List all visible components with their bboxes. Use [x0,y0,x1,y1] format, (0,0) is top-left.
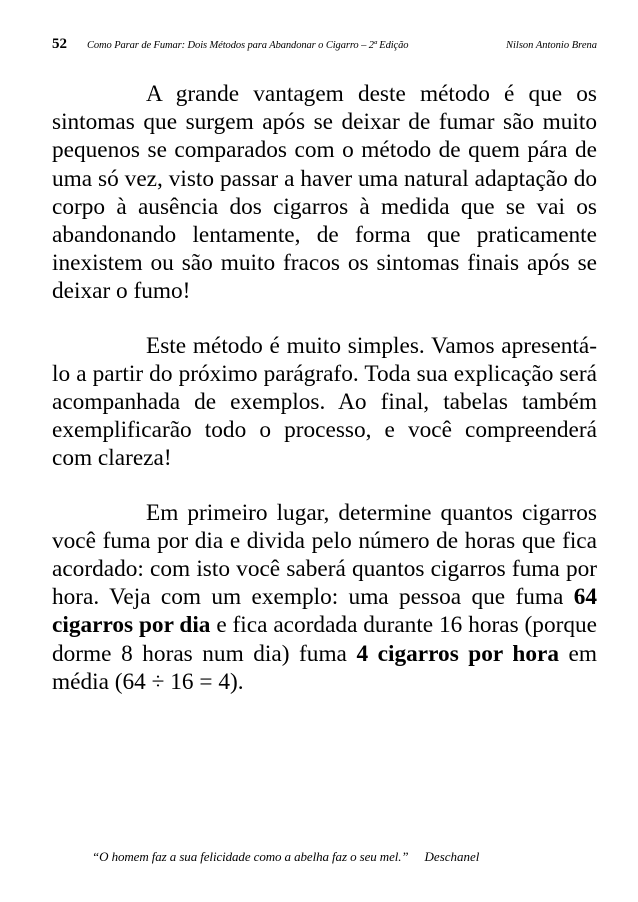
paragraph-3 [52,499,597,696]
footer-quote-author: Deschanel [424,849,480,864]
paragraph-3-text-3: em média (64 ÷ 16 = 4). [52,640,597,695]
paragraph-3-text-1: Em primeiro lugar, determine quantos cigarros você fuma por dia e divida pelo número de horas que fica acordado: com isto você saberá quantos cigarros fuma por hora. Veja com um exemplo: uma pessoa que fuma [52,499,597,611]
book-title: Como Parar de Fumar: Dois Métodos para Abandonar o Cigarro – 2ª Edição [87,40,409,51]
paragraph-3-bold-2: 4 cigarros por hora [356,640,559,667]
paragraph-2: Este método é muito simples. Vamos apresentá-lo a partir do próximo parágrafo. Toda sua explicação será acompanhada de exemplos. Ao final, tabelas também exemplificarão todo o processo, e você compreenderá com clareza! [52,332,597,472]
page-number: 52 [52,36,67,52]
paragraph-1: A grande vantagem deste método é que os sintomas que surgem após se deixar de fumar são muito pequenos se comparados com o método de quem pára de uma só vez, visto passar a haver uma natural adaptação do corpo à ausência dos cigarros à medida que se vai os abandonando lentamente, de forma que praticamente inexistem ou são muito fracos os sintomas finais após se deixar o fumo! [52,81,597,305]
page-header [52,36,597,56]
paragraph-3-bold-1: 64 cigarros por dia [52,584,597,639]
book-author: Nilson Antonio Brena [505,40,597,51]
page-footer [92,849,572,869]
paragraph-3-text-2: e fica acordada durante 16 horas (porque dorme 8 horas num dia) fuma [52,612,597,667]
page-body [52,80,597,696]
footer-quote: “O homem faz a sua felicidade como a abelha faz o seu mel.” [92,849,409,864]
